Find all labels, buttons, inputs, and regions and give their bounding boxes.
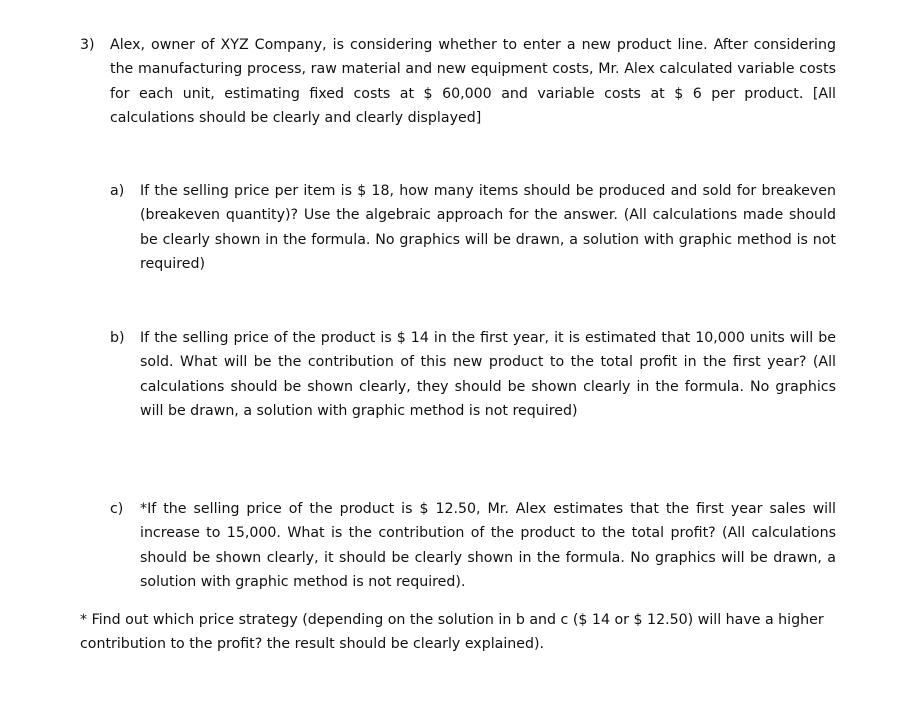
part-a-text: If the selling price per item is $ 18, how many items should be produced and sold for breakeven (breakeven quantity)? Use the algebraic approach for the answer. (All calculations made should be clearly shown in the formula. No graphics will be drawn, a solution with graphic method is not required) xyxy=(140,183,836,272)
part-b-label: b) xyxy=(110,330,125,346)
footnote-text: * Find out which price strategy (depending on the solution in b and c ($ 14 or $ 12.50) will have a higher contribution to the profit? the result should be clearly explained). xyxy=(80,612,824,653)
question-number: 3) xyxy=(80,37,95,53)
part-a-label: a) xyxy=(110,183,125,199)
part-c-label: c) xyxy=(110,501,124,517)
part-b-text: If the selling price of the product is $ 14 in the first year, it is estimated that 10,000 units will be sold. What will be the contribution of this new product to the total profit in the first year? (All calculations should be shown clearly, they should be shown clearly in the formula. No graphics will be drawn, a solution with graphic method is not required) xyxy=(140,330,836,419)
question-text: Alex, owner of XYZ Company, is considering whether to enter a new product line. After considering the manufacturing process, raw material and new equipment costs, Mr. Alex calculated variable costs for each unit, estimating fixed costs at $ 60,000 and variable costs at $ 6 per product. [All calculations should be clearly and clearly displayed] xyxy=(110,37,836,126)
part-c-text: *If the selling price of the product is $ 12.50, Mr. Alex estimates that the first year sales will increase to 15,000. What is the contribution of the product to the total profit? (All calculations should be shown clearly, it should be clearly shown in the formula. No graphics will be drawn, a solution with graphic method is not required). xyxy=(140,501,836,590)
